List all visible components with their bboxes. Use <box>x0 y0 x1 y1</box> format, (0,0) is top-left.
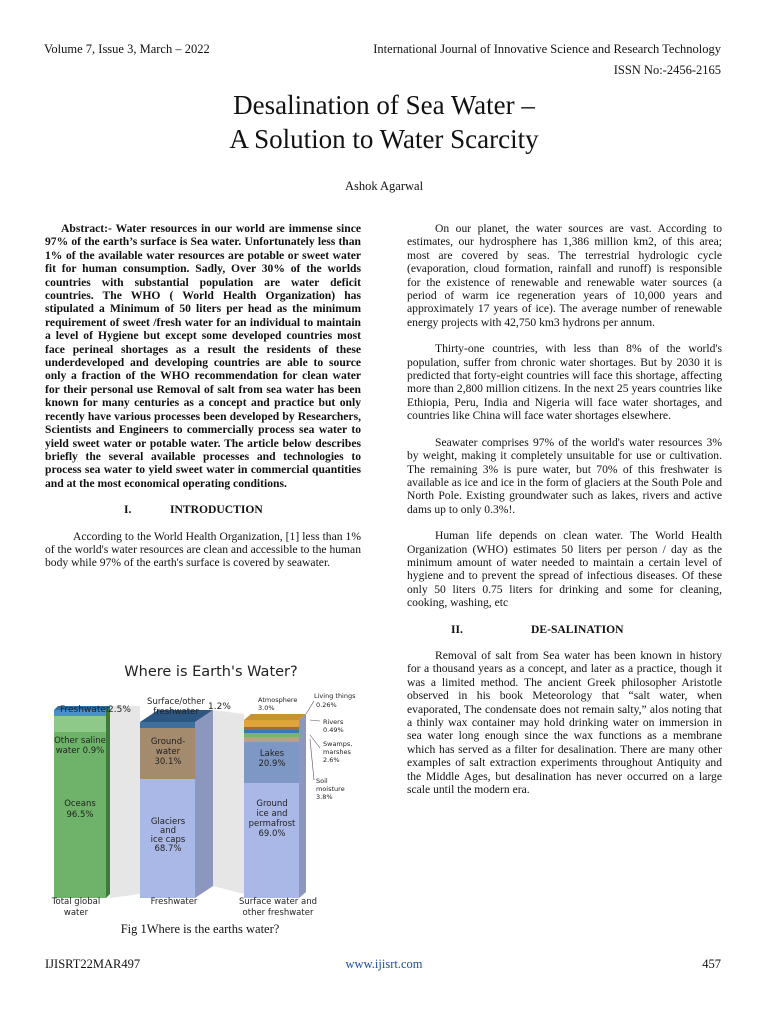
segment-surface-other <box>140 722 195 728</box>
segment-rivers <box>244 730 299 733</box>
label-living: Living things <box>314 692 356 700</box>
section-number: II. <box>451 622 463 636</box>
label-oceans: Oceans <box>64 799 96 809</box>
leader-rivers <box>310 720 320 721</box>
volume-issue: Volume 7, Issue 3, March – 2022 <box>44 42 210 56</box>
label-freshwater: Freshwater <box>60 705 110 715</box>
value-surface-other: 1.2% <box>208 702 231 712</box>
label-lakes: Lakes <box>259 749 285 759</box>
label-glaciers-1: Glaciers <box>150 817 186 827</box>
journal-url-link[interactable]: www.ijisrt.com <box>345 957 423 971</box>
value-swamps: 2.6% <box>323 756 340 764</box>
page-number: 457 <box>702 957 721 971</box>
journal-name: International Journal of Innovative Science and Research Technology <box>373 42 721 56</box>
right-column <box>407 222 722 809</box>
bar-top <box>244 714 306 720</box>
title-line-1: Desalination of Sea Water – <box>233 90 535 120</box>
label-atmosphere: Atmosphere <box>258 696 298 704</box>
value-soil: 3.8% <box>316 793 333 801</box>
connector-2 <box>213 710 244 894</box>
segment-other-saline <box>54 716 106 732</box>
segment-swamps <box>244 733 299 737</box>
figure-caption: Fig 1Where is the earths water? <box>120 922 280 936</box>
value-atmosphere: 3.0% <box>258 704 275 712</box>
value-freshwater: 2.5% <box>108 705 131 715</box>
value-groundwater: 30.1% <box>154 757 182 767</box>
category-freshwater: Freshwater <box>150 897 198 907</box>
intro-paragraph: According to the World Health Organization, [1] less than 1% of the world's water resources are clean and accessible to the human body while 97% of the earth's surface is covered by seawater. <box>45 529 361 570</box>
value-lakes: 20.9% <box>258 759 286 769</box>
water-chart <box>48 656 356 918</box>
section-title: INTRODUCTION <box>170 503 263 517</box>
category-total-1: Total global <box>51 897 101 907</box>
value-living: 0.26% <box>316 701 337 709</box>
section-heading-desalination <box>407 623 722 636</box>
bar-side <box>106 706 110 898</box>
label-glaciers-3: ice caps <box>150 835 186 845</box>
value-glaciers: 68.7% <box>154 844 182 854</box>
section-title: DE-SALINATION <box>531 622 624 636</box>
label-ground-ice-3: permafrost <box>248 819 296 829</box>
label-groundwater-1: Ground- <box>150 737 186 747</box>
water-distribution-figure <box>48 656 356 918</box>
leader-swamps <box>310 735 320 748</box>
label-other-saline-2: water 0.9% <box>55 746 105 756</box>
label-soil-1: Soil <box>316 777 328 785</box>
bar-side <box>195 710 213 898</box>
value-rivers: 0.49% <box>323 726 344 734</box>
section-heading-introduction <box>45 503 361 516</box>
paragraph-desalination: Removal of salt from Sea water has been known in history for a thousand years as a concept, and later as a practice, though it was a limited method. The ancient Greek philosopher Aristotle observed in his book Meteorology that “salt water, when evaporated, The condensate does not remain salty,” alos noting that a thinly wax container may hold drinking water on immersion in sea water long enough since the wax functions as a membrane which has served as a filter for desalination. There are many other examples of salt extraction experiments throughout Antiquity and the Middle Ages, but desalination has never occurred on a large scale until the modern era. <box>407 648 722 797</box>
label-glaciers-2: and <box>160 826 176 836</box>
label-surface-other-1: Surface/other <box>147 697 205 707</box>
paragraph-shortages: Thirty-one countries, with less than 8% of the world's population, suffer from chronic water shortages. But by 2030 it is predicted that forty-eight countries will face this shortage, affecting more than 2,800 million citizens. In the next 25 years countries like Ethiopia, Peru, India and Nigeria will face water shortages, and countries like China will face water shortages elsewhere. <box>407 342 722 423</box>
value-ground-ice: 69.0% <box>258 829 286 839</box>
label-surface-other-2: freshwater <box>153 707 199 717</box>
label-groundwater-2: water <box>155 747 181 757</box>
segment-atmosphere <box>244 720 299 727</box>
bar-side <box>299 714 306 898</box>
left-column <box>45 222 361 583</box>
value-oceans: 96.5% <box>66 810 94 820</box>
label-other-saline-1: Other saline <box>54 736 106 746</box>
paragraph-hydrosphere: On our planet, the water sources are vast. According to estimates, our hydrosphere has 1,386 million km2, of this area; most are covered by seas. The terrestrial hydrologic cycle (evaporation, cloud formation, rainfall and runoff) is responsible for the existence of renewable and renewable water sources (a period of warm ice regeneration years of 10,000 years and approximately 17 years of ice). The average number of renewable energy projects with 42,750 km3 hydrons per annum. <box>407 222 722 329</box>
connector-1 <box>110 706 140 898</box>
abstract: Abstract:- Water resources in our world are immense since 97% of the earth’s surface is Sea water. Unfortunately less than 1% of the available water resources are potable or sweet water fit for human consumption. Sadly, Over 30% of the worlds countries with substantial population are water deficit countries. The WHO ( World Health Organization) has stipulated a Minimum of 50 liters per head as the minimum requirement of sweet /fresh water for an individual to maintain a level of Hygiene but except some developed countries most face perineal shortages as a result the residents of these underdeveloped and developing countries are able to source only a fraction of the WHO recommendation for clean water for their personal use Removal of salt from sea water has been known for many centuries as a concept and practice but only recently have various processes been developed by Researchers, Scientists and Engineers to commercially process sea water to yield sweet water or potable water. The article below describes briefly the several available processes and technologies to process sea water to yield sweet water in commercial quantities and at the most economical operating conditions. <box>45 222 361 490</box>
label-ground-ice-2: ice and <box>256 809 288 819</box>
leader-living <box>306 701 314 714</box>
category-surface-1: Surface water and <box>239 897 317 907</box>
category-total-2: water <box>63 908 89 918</box>
author: Ashok Agarwal <box>344 179 424 193</box>
label-rivers: Rivers <box>323 718 344 726</box>
segment-living <box>244 727 299 730</box>
chart-title: Where is Earth's Water? <box>124 664 298 680</box>
label-ground-ice-1: Ground <box>256 799 288 809</box>
issn: ISSN No:-2456-2165 <box>613 63 721 77</box>
section-number: I. <box>124 503 132 517</box>
title-line-2: A Solution to Water Scarcity <box>229 124 539 154</box>
category-surface-2: other freshwater <box>242 908 314 918</box>
paper-title <box>0 88 768 156</box>
label-swamps-1: Swamps, <box>323 740 353 748</box>
leader-soil <box>310 739 314 780</box>
label-soil-2: moisture <box>316 785 345 793</box>
paragraph-seawater: Seawater comprises 97% of the world's water resources 3% by weight, making it completely unsuitable for use or cultivation. The remaining 3% is pure water, but 70% of this freshwater is available as ice and ice in the form of glaciers at the South Pole and North Pole. Existing groundwater such as lakes, rivers and active dams up to only 0.3%!. <box>407 435 722 516</box>
paragraph-who: Human life depends on clean water. The World Health Organization (WHO) estimates 50 liters per person / day as the minimum amount of water needed to maintain a certain level of hygiene and to prevent the spread of infectious diseases. Of these only 50 liters 0.75 liters for drinking and some for cleaning, cooking, washing, etc <box>407 529 722 610</box>
label-swamps-2: marshes <box>323 748 351 756</box>
paper-code: IJISRT22MAR497 <box>45 957 141 971</box>
segment-soil <box>244 737 299 742</box>
